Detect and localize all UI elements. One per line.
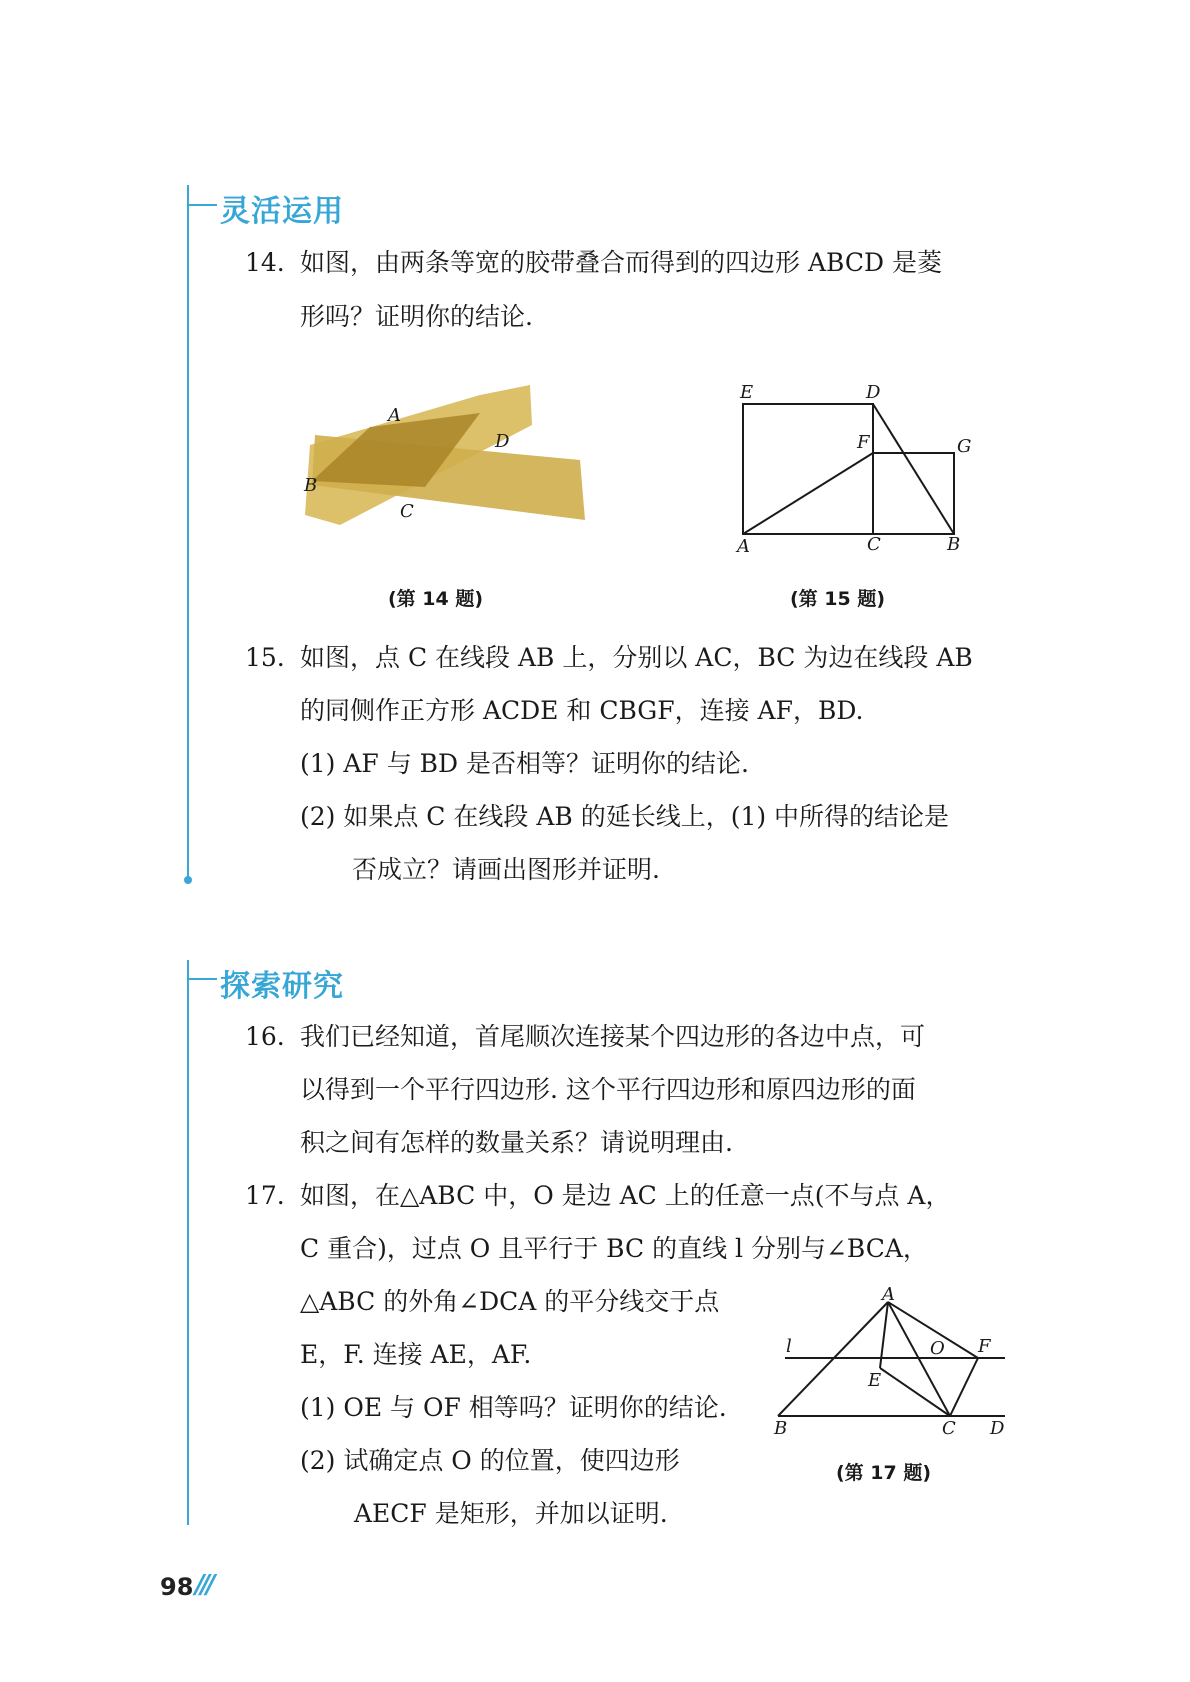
section-stub-2 bbox=[187, 978, 217, 980]
q15-label-F: F bbox=[857, 432, 870, 453]
q14-label-A: A bbox=[388, 405, 401, 426]
q14-label-B: B bbox=[304, 475, 318, 496]
q17-line-6: (2) 试确定点 O 的位置，使四边形 bbox=[300, 1446, 680, 1475]
q14-figure bbox=[300, 385, 600, 550]
q16-line-1: 我们已经知道，首尾顺次连接某个四边形的各边中点，可 bbox=[300, 1022, 926, 1051]
q14-line-2: 形吗？证明你的结论. bbox=[300, 302, 533, 331]
q15-label-A: A bbox=[737, 536, 750, 557]
segment-CE bbox=[880, 1368, 950, 1416]
q16-line-2: 以得到一个平行四边形. 这个平行四边形和原四边形的面 bbox=[300, 1075, 916, 1104]
q16-number: 16. bbox=[245, 1022, 285, 1051]
left-margin-bar-1 bbox=[187, 185, 189, 880]
q17-label-C: C bbox=[942, 1418, 956, 1439]
q17-line-4: E，F. 连接 AE，AF. bbox=[300, 1340, 532, 1369]
q17-line-5: (1) OE 与 OF 相等吗？证明你的结论. bbox=[300, 1393, 727, 1422]
q15-label-B: B bbox=[947, 534, 961, 555]
q15-line-4: (2) 如果点 C 在线段 AB 的延长线上，(1) 中所得的结论是 bbox=[300, 802, 950, 831]
q14-label-C: C bbox=[400, 501, 414, 522]
q17-line-1: 如图，在△ABC 中，O 是边 AC 上的任意一点(不与点 A， bbox=[300, 1181, 951, 1210]
q15-label-C: C bbox=[867, 534, 881, 555]
segment-CF bbox=[950, 1358, 978, 1416]
square-CBGF bbox=[873, 453, 954, 534]
q17-line-7: AECF 是矩形，并加以证明. bbox=[354, 1499, 668, 1528]
section-title-explore: 探索研究 bbox=[220, 969, 344, 1004]
q17-label-D: D bbox=[990, 1418, 1005, 1439]
q17-label-l: l bbox=[786, 1336, 792, 1357]
q15-number: 15. bbox=[245, 643, 285, 672]
q15-line-1: 如图，点 C 在线段 AB 上，分别以 AC，BC 为边在线段 AB bbox=[300, 643, 973, 672]
q14-number: 14. bbox=[245, 248, 285, 277]
q17-caption: (第 17 题) bbox=[836, 1462, 932, 1484]
q14-line-1: 如图，由两条等宽的胶带叠合而得到的四边形 ABCD 是菱 bbox=[300, 248, 942, 277]
margin-dot bbox=[184, 876, 192, 884]
q17-label-O: O bbox=[930, 1338, 945, 1359]
q15-line-5: 否成立？请画出图形并证明. bbox=[352, 855, 660, 884]
q17-label-F: F bbox=[978, 1336, 991, 1357]
q17-label-E: E bbox=[868, 1370, 882, 1391]
section-stub-1 bbox=[187, 204, 217, 206]
q16-line-3: 积之间有怎样的数量关系？请说明理由. bbox=[300, 1128, 733, 1157]
q14-label-D: D bbox=[495, 431, 510, 452]
q17-line-2: C 重合)，过点 O 且平行于 BC 的直线 l 分别与∠BCA， bbox=[300, 1234, 928, 1263]
q15-label-G: G bbox=[957, 436, 972, 457]
q15-label-E: E bbox=[740, 382, 754, 403]
left-margin-bar-2 bbox=[187, 960, 189, 1525]
q15-label-D: D bbox=[866, 382, 881, 403]
square-ACDE bbox=[743, 404, 873, 534]
page-mark: /// bbox=[195, 1570, 212, 1600]
q15-line-3: (1) AF 与 BD 是否相等？证明你的结论. bbox=[300, 749, 749, 778]
q17-number: 17. bbox=[245, 1181, 285, 1210]
q15-caption: (第 15 题) bbox=[790, 588, 886, 610]
q15-figure bbox=[725, 380, 972, 557]
q17-label-B: B bbox=[774, 1418, 788, 1439]
q14-caption: (第 14 题) bbox=[388, 588, 484, 610]
q15-line-2: 的同侧作正方形 ACDE 和 CBGF，连接 AF，BD. bbox=[300, 696, 864, 725]
q17-label-A: A bbox=[882, 1284, 895, 1305]
segment-AF bbox=[743, 453, 873, 534]
section-title-flexible: 灵活运用 bbox=[220, 194, 344, 229]
page-number: 98 bbox=[160, 1573, 194, 1601]
q17-line-3: △ABC 的外角∠DCA 的平分线交于点 bbox=[300, 1287, 720, 1316]
segment-BD bbox=[873, 404, 954, 534]
q17-figure bbox=[770, 1284, 1020, 1439]
